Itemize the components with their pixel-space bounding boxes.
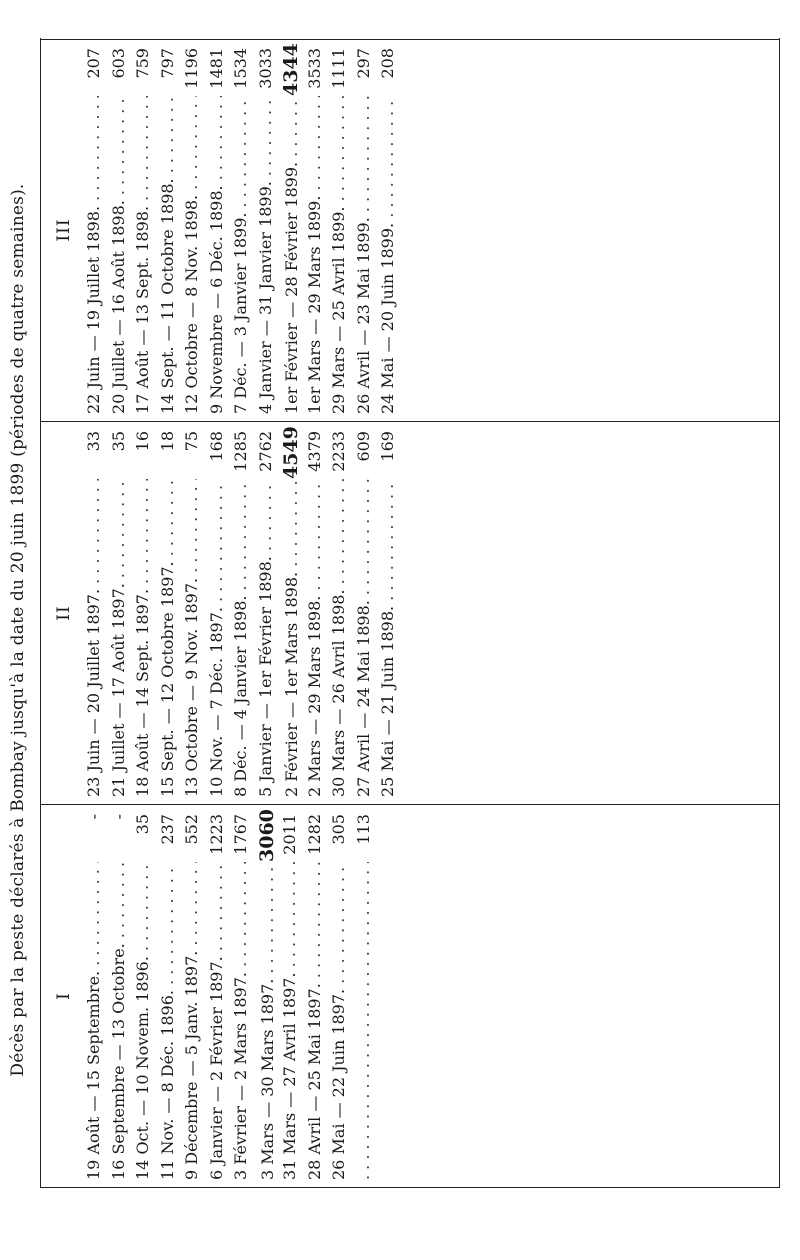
column-divider-1: [40, 804, 780, 805]
table-row: [256, 40, 281, 420]
deaths-cell: 4379: [304, 431, 324, 472]
period-cell: 25 Mai — 21 Juin 1898. . . .: [378, 479, 397, 803]
period-cell: 14 Oct. — 10 Novem. 1896. . . .: [133, 862, 152, 1186]
deaths-cell: 759: [133, 48, 152, 79]
deaths-cell: 2762: [255, 431, 275, 472]
period-cell: 24 Mai — 20 Juin 1899. . . .: [378, 96, 397, 420]
period-cell: 27 Avril — 24 Mai 1898. . . .: [354, 479, 373, 803]
table-row: [207, 40, 232, 420]
deaths-cell: 3060: [255, 809, 278, 862]
section-i-rows: [84, 806, 378, 1186]
deaths-cell: 1196: [182, 48, 201, 89]
table-row: [256, 806, 281, 1186]
deaths-cell: 1481: [206, 48, 226, 89]
period-cell: 26 Mai — 22 Juin 1897. . . .: [329, 862, 348, 1186]
period-cell: 15 Sept. — 12 Octobre 1897. . . .: [158, 479, 177, 803]
table-row: [207, 806, 232, 1186]
deaths-cell: 207: [84, 48, 103, 79]
period-cell: 9 Décembre — 5 Janv. 1897. . . .: [182, 862, 201, 1186]
deaths-cell: -: [84, 814, 103, 820]
table-row: [305, 423, 330, 803]
period-cell: 1er Mars — 29 Mars 1899. . . .: [305, 96, 324, 420]
period-cell: 16 Septembre — 13 Octobre. . . .: [109, 862, 128, 1186]
deaths-cell: 1282: [304, 814, 324, 855]
table-row: [329, 423, 354, 803]
deaths-cell: 35: [108, 431, 128, 452]
table-row: [280, 423, 305, 803]
period-cell: 10 Nov. — 7 Déc. 1897. . . .: [207, 479, 226, 803]
table-row: [378, 40, 403, 420]
table-row: [354, 423, 379, 803]
table-row: [231, 806, 256, 1186]
deaths-cell: 297: [353, 48, 373, 79]
section-i-heading: I: [54, 992, 74, 1000]
table-row: [158, 806, 183, 1186]
period-cell: 31 Mars — 27 Avril 1897. . . .: [280, 862, 299, 1186]
period-cell: 21 Juillet — 17 Août 1897. . . .: [109, 479, 128, 803]
section-i: [40, 806, 780, 1186]
period-cell: 18 Août — 14 Sept. 1897. . . .: [133, 479, 152, 803]
period-cell: 3 Février — 2 Mars 1897. . . .: [231, 862, 250, 1186]
table-row: [256, 423, 281, 803]
table-row: [133, 806, 158, 1186]
section-iii-heading: III: [54, 218, 74, 242]
period-cell: 30 Mars — 26 Avril 1898. . . .: [329, 479, 348, 803]
table-row: [305, 40, 330, 420]
period-cell: 22 Juin — 19 Juillet 1898. . . .: [84, 96, 103, 420]
table-row: [280, 806, 305, 1186]
column-divider-2: [40, 421, 780, 422]
deaths-cell: 1285: [231, 431, 250, 472]
section-ii: [40, 423, 780, 803]
period-cell: 13 Octobre — 9 Nov. 1897. . . .: [182, 479, 201, 803]
period-cell: 14 Sept. — 11 Octobre 1898. . . .: [158, 96, 177, 420]
period-cell: 1er Février — 28 Février 1899. . . .: [282, 96, 301, 420]
period-cell: 20 Juillet — 16 Août 1898. . . .: [109, 96, 128, 420]
deaths-cell: 1534: [231, 48, 250, 89]
deaths-cell: 2011: [280, 814, 299, 855]
period-cell: 17 Août — 13 Sept. 1898. . . .: [133, 96, 152, 420]
table-row: [354, 40, 379, 420]
period-cell: 26 Avril — 23 Mai 1899. . . .: [354, 96, 373, 420]
table-row: [354, 806, 379, 1186]
table-row: [329, 806, 354, 1186]
column-divider-left: [40, 1187, 780, 1188]
period-cell: 2 Mars — 29 Mars 1898. . . .: [305, 479, 324, 803]
deaths-cell: 33: [84, 431, 103, 452]
deaths-cell: 1111: [329, 48, 348, 89]
period-cell: 3 Mars — 30 Mars 1897. . . .: [258, 862, 277, 1186]
deaths-cell: 169: [378, 431, 397, 462]
period-cell: 9 Novembre — 6 Déc. 1898. . . .: [207, 96, 226, 420]
period-cell: [354, 862, 373, 1186]
table-row: [305, 806, 330, 1186]
deaths-cell: 3533: [304, 48, 324, 89]
deaths-cell: 113: [353, 814, 373, 845]
table-row: [84, 423, 109, 803]
deaths-cell: 35: [133, 814, 152, 835]
period-cell: 4 Janvier — 31 Janvier 1899. . . .: [256, 96, 275, 420]
table-row: [329, 40, 354, 420]
period-cell: 12 Octobre — 8 Nov. 1898. . . .: [182, 96, 201, 420]
period-cell: 8 Déc. — 4 Janvier 1898. . . .: [231, 479, 250, 803]
section-ii-rows: [84, 423, 403, 803]
table-row: [182, 806, 207, 1186]
deaths-cell: 3033: [255, 48, 275, 89]
table-row: [84, 806, 109, 1186]
deaths-cell: 1223: [206, 814, 226, 855]
table-row: [207, 423, 232, 803]
table-row: [109, 423, 134, 803]
period-cell: 23 Juin — 20 Juillet 1897. . . .: [84, 479, 103, 803]
period-cell: 19 Août — 15 Septembre. . . .: [84, 862, 103, 1186]
deaths-cell: 305: [329, 814, 348, 845]
deaths-cell: 603: [108, 48, 128, 79]
deaths-cell: 4344: [280, 43, 302, 96]
table-row: [280, 40, 305, 420]
deaths-cell: 237: [157, 814, 177, 845]
period-cell: 7 Déc. — 3 Janvier 1899. . . .: [231, 96, 250, 420]
table-row: [133, 40, 158, 420]
deaths-cell: 75: [182, 431, 201, 452]
deaths-cell: 609: [353, 431, 373, 462]
deaths-cell: 552: [182, 814, 201, 845]
deaths-cell: 208: [378, 48, 397, 79]
period-cell: 29 Mars — 25 Avril 1899. . . .: [329, 96, 348, 420]
table-row: [158, 423, 183, 803]
deaths-cell: 4549: [280, 426, 302, 479]
deaths-cell: 18: [157, 431, 177, 452]
section-ii-heading: II: [54, 605, 74, 621]
table-row: [231, 423, 256, 803]
period-cell: 5 Janvier — 1er Février 1898. . . .: [256, 479, 275, 803]
section-iii-rows: [84, 40, 403, 420]
section-iii: [40, 40, 780, 420]
deaths-cell: -: [108, 814, 128, 820]
deaths-cell: 797: [157, 48, 177, 79]
period-cell: 11 Nov. — 8 Déc. 1896. . . .: [158, 862, 177, 1186]
table-row: [84, 40, 109, 420]
table-row: [231, 40, 256, 420]
period-cell: 2 Février — 1er Mars 1898. . . .: [282, 479, 301, 803]
deaths-cell: 168: [206, 431, 226, 462]
table-row: [133, 423, 158, 803]
table-row: [109, 806, 134, 1186]
period-cell: 6 Janvier — 2 Février 1897. . . .: [207, 862, 226, 1186]
deaths-cell: 16: [133, 431, 152, 452]
deaths-cell: 2233: [329, 431, 348, 472]
period-cell: 28 Avril — 25 Mai 1897. . . .: [305, 862, 324, 1186]
table-caption: Décès par la peste déclarés à Bombay jusqu'à la date du 20 juin 1899 (périodes de quatre semaines).: [8, 183, 28, 1077]
table-row: [109, 40, 134, 420]
table-row: [182, 40, 207, 420]
table-row: [182, 423, 207, 803]
table-row: [158, 40, 183, 420]
table-row: [378, 423, 403, 803]
deaths-cell: 1767: [231, 814, 250, 855]
